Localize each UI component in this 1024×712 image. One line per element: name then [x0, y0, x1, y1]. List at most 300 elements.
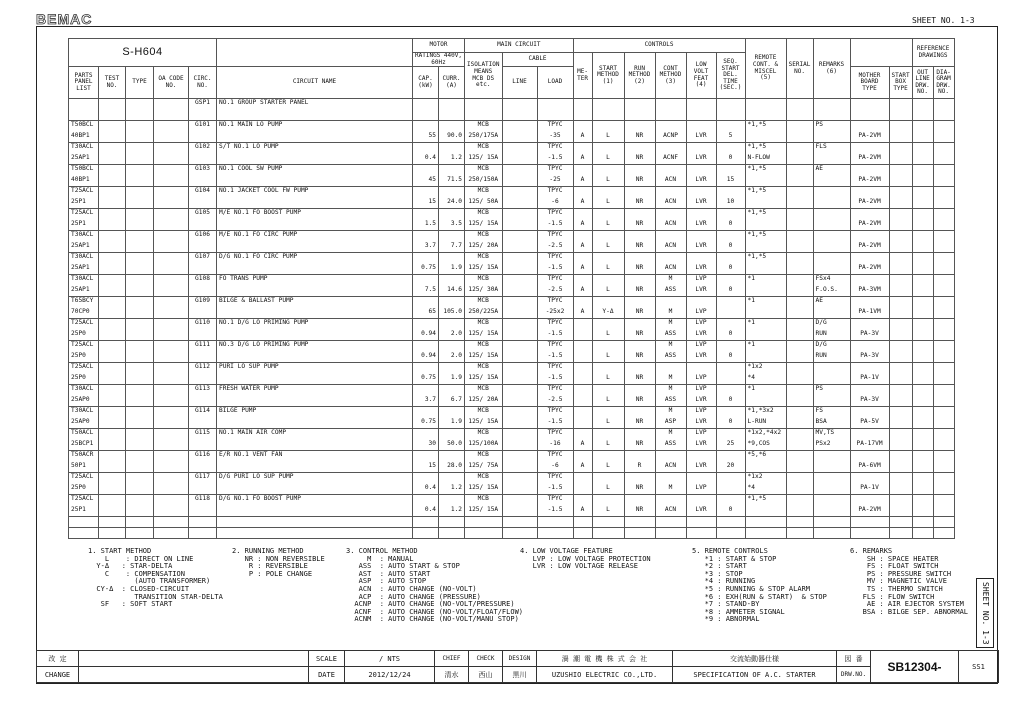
- type-cell: [126, 154, 154, 165]
- oa-code-cell: [154, 242, 189, 253]
- oa-code-cell: [154, 330, 189, 341]
- oa-code-cell: [154, 363, 189, 374]
- run-method-cell: NR: [624, 330, 655, 341]
- load-cell: -2.5: [537, 396, 573, 407]
- run-method-cell: NR: [624, 418, 655, 429]
- parts-panel-cell: T25ACL: [69, 341, 99, 352]
- meter-cell: [573, 396, 592, 407]
- outline-cell: [912, 176, 933, 187]
- remote-cell: *1,*5: [745, 231, 786, 242]
- mother-board-cell: PA-1VM: [850, 308, 889, 319]
- curr-cell: [439, 165, 465, 176]
- load-cell: TPYC: [537, 407, 573, 418]
- serial-cell: [786, 484, 813, 495]
- parts-panel-cell: 50P1: [69, 462, 99, 473]
- test-no-cell: [99, 462, 126, 473]
- diagram-cell: [933, 264, 954, 275]
- circuit-name-cell: [217, 440, 413, 451]
- line-cell: [502, 330, 537, 341]
- load-cell: TPYC: [537, 165, 573, 176]
- low-volt-header: LOW VOLT FEAT (4): [686, 53, 716, 99]
- remarks-cell: [813, 308, 850, 319]
- empty-cell: [154, 517, 189, 528]
- load-cell: TPYC: [537, 209, 573, 220]
- remarks-cell: [813, 110, 850, 121]
- parts-panel-cell: 40BP1: [69, 132, 99, 143]
- circ-no-cell: [189, 352, 217, 363]
- seq-start-cell: [716, 231, 745, 242]
- remote-cell: *1x2: [745, 363, 786, 374]
- cont-method-cell: [655, 110, 686, 121]
- cont-method-cell: ACN: [655, 198, 686, 209]
- meter-cell: A: [573, 506, 592, 517]
- test-no-cell: [99, 264, 126, 275]
- doc-title-en: SPECIFICATION OF A.C. STARTER: [673, 667, 837, 683]
- cont-method-cell: [655, 253, 686, 264]
- line-cell: [502, 209, 537, 220]
- empty-cell: [889, 528, 912, 539]
- table-row: [69, 187, 955, 198]
- empty-cell: [126, 517, 154, 528]
- circ-no-cell: [189, 220, 217, 231]
- serial-cell: [786, 308, 813, 319]
- meter-cell: [573, 407, 592, 418]
- start-method-cell: L: [592, 154, 624, 165]
- circ-no-cell: G115: [189, 429, 217, 440]
- outline-cell: [912, 121, 933, 132]
- seq-start-header: SEQ. START DEL. TIME (SEC.): [716, 53, 745, 99]
- load-cell: -1.5: [537, 330, 573, 341]
- serial-cell: [786, 176, 813, 187]
- outline-cell: [912, 275, 933, 286]
- seq-start-cell: [716, 297, 745, 308]
- circuit-name-cell: [217, 484, 413, 495]
- type-cell: [126, 275, 154, 286]
- run-method-cell: NR: [624, 440, 655, 451]
- parts-panel-cell: [69, 110, 99, 121]
- meter-cell: [573, 187, 592, 198]
- isolation-cell: 125/ 15A: [465, 506, 503, 517]
- low-volt-cell: LVR: [686, 242, 716, 253]
- start-method-cell: [592, 121, 624, 132]
- cable-header: CABLE: [502, 53, 573, 67]
- seq-start-cell: [716, 121, 745, 132]
- isolation-cell: 125/ 15A: [465, 418, 503, 429]
- curr-cell: 14.6: [439, 286, 465, 297]
- diagram-cell: [933, 418, 954, 429]
- test-no-cell: [99, 231, 126, 242]
- parts-panel-cell: 25AP1: [69, 242, 99, 253]
- remote-cell: L-RUN: [745, 418, 786, 429]
- low-volt-cell: LVR: [686, 396, 716, 407]
- remote-cell: *1,*5: [745, 121, 786, 132]
- run-method-cell: [624, 275, 655, 286]
- meter-cell: [573, 374, 592, 385]
- seq-start-cell: [716, 374, 745, 385]
- test-no-cell: [99, 165, 126, 176]
- diagram-cell: [933, 176, 954, 187]
- test-no-cell: [99, 176, 126, 187]
- mother-board-cell: [850, 99, 889, 110]
- meter-cell: [573, 297, 592, 308]
- seq-start-cell: [716, 110, 745, 121]
- low-volt-cell: [686, 99, 716, 110]
- outline-cell: [912, 462, 933, 473]
- seq-start-cell: [716, 187, 745, 198]
- isolation-cell: 250/150A: [465, 176, 503, 187]
- run-method-cell: NR: [624, 198, 655, 209]
- seq-start-cell: 0: [716, 396, 745, 407]
- circuit-rows: [69, 99, 955, 539]
- start-box-cell: [889, 418, 912, 429]
- load-cell: -6: [537, 462, 573, 473]
- run-method-cell: [624, 253, 655, 264]
- serial-cell: [786, 286, 813, 297]
- start-method-cell: [592, 209, 624, 220]
- remote-cell: [745, 462, 786, 473]
- cont-method-header: CONT METHOD (3): [655, 53, 686, 99]
- curr-cell: [439, 363, 465, 374]
- circ-no-cell: G101: [189, 121, 217, 132]
- main-circuit-header: MAIN CIRCUIT: [465, 39, 574, 53]
- start-box-cell: [889, 286, 912, 297]
- test-no-cell: [99, 418, 126, 429]
- remote-cell: [745, 132, 786, 143]
- seq-start-cell: 0: [716, 352, 745, 363]
- diagram-cell: [933, 220, 954, 231]
- type-cell: [126, 242, 154, 253]
- type-cell: [126, 495, 154, 506]
- mother-board-cell: PA-1V: [850, 484, 889, 495]
- empty-cell: [813, 528, 850, 539]
- start-method-cell: [592, 110, 624, 121]
- line-cell: [502, 506, 537, 517]
- meter-cell: A: [573, 220, 592, 231]
- cont-method-cell: M: [655, 407, 686, 418]
- line-cell: [502, 341, 537, 352]
- remarks-cell: [813, 253, 850, 264]
- serial-cell: [786, 121, 813, 132]
- type-cell: [126, 209, 154, 220]
- line-cell: [502, 121, 537, 132]
- outline-cell: [912, 407, 933, 418]
- start-box-cell: [889, 429, 912, 440]
- curr-cell: 28.0: [439, 462, 465, 473]
- circ-no-cell: [189, 506, 217, 517]
- low-volt-cell: LVR: [686, 264, 716, 275]
- empty-cell: [99, 528, 126, 539]
- curr-cell: [439, 143, 465, 154]
- low-volt-cell: [686, 187, 716, 198]
- outline-cell: [912, 506, 933, 517]
- isolation-cell: MCB: [465, 275, 503, 286]
- load-cell: -1.5: [537, 264, 573, 275]
- oa-code-cell: [154, 385, 189, 396]
- serial-cell: [786, 319, 813, 330]
- isolation-cell: MCB: [465, 297, 503, 308]
- starter-spec-table: [68, 38, 955, 539]
- change-label: CHANGE: [37, 667, 79, 683]
- serial-cell: [786, 440, 813, 451]
- run-method-cell: [624, 319, 655, 330]
- load-cell: TPYC: [537, 451, 573, 462]
- curr-cell: [439, 473, 465, 484]
- type-cell: [126, 143, 154, 154]
- test-no-cell: [99, 330, 126, 341]
- legend-start-method: 1. START METHOD L : DIRECT ON LINE Y-Δ : STAR-DELTA C : COMPENSATION (AUTO TRANSFORMER) CY-Δ : CLOSED-CIRCUIT TRANSITION STAR-DELTA SF : SOFT START: [88, 547, 223, 609]
- diagram-cell: [933, 374, 954, 385]
- outline-cell: [912, 385, 933, 396]
- type-cell: [126, 286, 154, 297]
- seq-start-cell: [716, 473, 745, 484]
- empty-cell: [573, 528, 592, 539]
- test-no-cell: [99, 198, 126, 209]
- start-box-cell: [889, 407, 912, 418]
- start-box-cell: [889, 462, 912, 473]
- empty-cell: [189, 528, 217, 539]
- table-row-cont: [69, 132, 955, 143]
- circ-no-cell: [189, 484, 217, 495]
- run-method-cell: NR: [624, 308, 655, 319]
- meter-cell: [573, 495, 592, 506]
- test-no-cell: [99, 429, 126, 440]
- circuit-name-cell: FRESH WATER PUMP: [217, 385, 413, 396]
- cont-method-cell: M: [655, 308, 686, 319]
- curr-cell: [439, 429, 465, 440]
- line-cell: [502, 418, 537, 429]
- diagram-cell: [933, 165, 954, 176]
- load-cell: TPYC: [537, 253, 573, 264]
- table-row-cont: [69, 308, 955, 319]
- mother-board-cell: PA-2VM: [850, 264, 889, 275]
- load-cell: -16: [537, 440, 573, 451]
- seq-start-cell: [716, 451, 745, 462]
- empty-cell: [502, 517, 537, 528]
- load-cell: [537, 110, 573, 121]
- serial-cell: [786, 418, 813, 429]
- curr-cell: [439, 451, 465, 462]
- type-cell: [126, 330, 154, 341]
- mother-board-cell: [850, 165, 889, 176]
- legend: [80, 548, 990, 638]
- seq-start-cell: [716, 484, 745, 495]
- parts-panel-cell: T25ACL: [69, 473, 99, 484]
- low-volt-cell: [686, 253, 716, 264]
- load-cell: -1.5: [537, 352, 573, 363]
- isolation-cell: 125/100A: [465, 440, 503, 451]
- circuit-name-cell: [217, 352, 413, 363]
- remote-header: REMOTE CONT. & MISCEL (5): [745, 39, 786, 99]
- serial-cell: [786, 462, 813, 473]
- diagram-cell: [933, 187, 954, 198]
- parts-panel-cell: 25AP1: [69, 286, 99, 297]
- isolation-cell: MCB: [465, 341, 503, 352]
- line-cell: [502, 473, 537, 484]
- test-no-cell: [99, 396, 126, 407]
- low-volt-cell: LVP: [686, 341, 716, 352]
- meter-cell: [573, 385, 592, 396]
- seq-start-cell: 5: [716, 132, 745, 143]
- isolation-cell: [465, 99, 503, 110]
- oa-code-cell: [154, 451, 189, 462]
- test-no-cell: [99, 308, 126, 319]
- remote-cell: *1: [745, 319, 786, 330]
- test-no-cell: [99, 319, 126, 330]
- table-row: [69, 495, 955, 506]
- start-box-cell: [889, 209, 912, 220]
- empty-cell: [217, 528, 413, 539]
- serial-cell: [786, 264, 813, 275]
- isolation-cell: 125/ 15A: [465, 330, 503, 341]
- start-box-cell: [889, 473, 912, 484]
- table-row-cont: [69, 242, 955, 253]
- table-row: [69, 407, 955, 418]
- cap-cell: 15: [413, 462, 439, 473]
- type-cell: [126, 187, 154, 198]
- table-row: [69, 341, 955, 352]
- isolation-cell: MCB: [465, 143, 503, 154]
- circuit-name-cell: NO.1 JACKET COOL FW PUMP: [217, 187, 413, 198]
- serial-cell: [786, 385, 813, 396]
- circuit-name-cell: M/E NO.1 FO CIRC PUMP: [217, 231, 413, 242]
- serial-cell: [786, 209, 813, 220]
- parts-panel-cell: 25AP0: [69, 418, 99, 429]
- outline-cell: [912, 143, 933, 154]
- remarks-cell: MV,TS: [813, 429, 850, 440]
- type-cell: [126, 506, 154, 517]
- cont-method-cell: ACN: [655, 220, 686, 231]
- remote-cell: [745, 242, 786, 253]
- empty-cell: [912, 517, 933, 528]
- low-volt-cell: [686, 451, 716, 462]
- run-method-cell: NR: [624, 352, 655, 363]
- load-cell: [537, 99, 573, 110]
- type-cell: [126, 385, 154, 396]
- run-method-cell: [624, 99, 655, 110]
- table-row: [69, 363, 955, 374]
- remarks-cell: [813, 154, 850, 165]
- remote-cell: *1,*5: [745, 187, 786, 198]
- cap-cell: [413, 209, 439, 220]
- remarks-cell: RUN: [813, 352, 850, 363]
- remarks-cell: AE: [813, 165, 850, 176]
- circ-no-cell: [189, 264, 217, 275]
- curr-cell: [439, 495, 465, 506]
- cont-method-cell: M: [655, 319, 686, 330]
- run-method-cell: [624, 429, 655, 440]
- mother-board-cell: PA-2VM: [850, 198, 889, 209]
- cont-method-cell: ACN: [655, 242, 686, 253]
- meter-cell: [573, 473, 592, 484]
- line-cell: [502, 484, 537, 495]
- type-cell: [126, 220, 154, 231]
- circuit-name-cell: [217, 154, 413, 165]
- type-cell: [126, 462, 154, 473]
- table-row: [69, 473, 955, 484]
- seq-start-cell: [716, 165, 745, 176]
- cont-method-cell: ASS: [655, 396, 686, 407]
- circ-no-cell: G111: [189, 341, 217, 352]
- curr-cell: 50.0: [439, 440, 465, 451]
- test-no-cell: [99, 297, 126, 308]
- oa-code-cell: [154, 396, 189, 407]
- mother-board-cell: [850, 451, 889, 462]
- type-cell: [126, 352, 154, 363]
- remarks-cell: [813, 495, 850, 506]
- test-no-cell: [99, 132, 126, 143]
- diagram-cell: [933, 308, 954, 319]
- curr-cell: 2.0: [439, 352, 465, 363]
- isolation-cell: MCB: [465, 231, 503, 242]
- test-no-cell: [99, 121, 126, 132]
- oa-code-cell: [154, 187, 189, 198]
- company-en: UZUSHIO ELECTRIC CO.,LTD.: [537, 667, 673, 683]
- empty-cell: [716, 517, 745, 528]
- circuit-name-cell: D/G NO.1 FO CIRC PUMP: [217, 253, 413, 264]
- run-method-cell: [624, 385, 655, 396]
- low-volt-cell: LVR: [686, 286, 716, 297]
- isolation-cell: 125/ 15A: [465, 484, 503, 495]
- legend-low-voltage: 4. LOW VOLTAGE FEATURE LVP : LOW VOLTAGE PROTECTION LVR : LOW VOLTAGE RELEASE: [520, 547, 651, 571]
- mother-board-cell: [850, 385, 889, 396]
- empty-cell: [912, 528, 933, 539]
- isolation-cell: MCB: [465, 451, 503, 462]
- line-cell: [502, 352, 537, 363]
- circ-no-cell: G102: [189, 143, 217, 154]
- low-volt-cell: LVP: [686, 407, 716, 418]
- parts-panel-cell: T25ACL: [69, 319, 99, 330]
- seq-start-cell: 15: [716, 176, 745, 187]
- cont-method-cell: ACN: [655, 506, 686, 517]
- oa-code-cell: [154, 473, 189, 484]
- serial-cell: [786, 341, 813, 352]
- parts-panel-cell: 25P1: [69, 506, 99, 517]
- empty-cell: [786, 528, 813, 539]
- seq-start-cell: [716, 275, 745, 286]
- cont-method-cell: [655, 187, 686, 198]
- seq-start-cell: [716, 385, 745, 396]
- test-no-cell: [99, 473, 126, 484]
- parts-panel-cell: T30ACL: [69, 385, 99, 396]
- line-cell: [502, 440, 537, 451]
- meter-cell: A: [573, 286, 592, 297]
- ratings-header: RATINGS 440V, 60Hz: [413, 53, 465, 67]
- remote-cell: [745, 286, 786, 297]
- oa-code-cell: [154, 275, 189, 286]
- empty-cell: [217, 517, 413, 528]
- seq-start-cell: 25: [716, 440, 745, 451]
- cap-cell: 0.75: [413, 374, 439, 385]
- line-cell: [502, 231, 537, 242]
- seq-start-cell: 10: [716, 198, 745, 209]
- start-box-cell: [889, 165, 912, 176]
- line-cell: [502, 451, 537, 462]
- seq-start-cell: [716, 341, 745, 352]
- start-method-cell: [592, 319, 624, 330]
- curr-cell: 1.2: [439, 506, 465, 517]
- load-cell: TPYC: [537, 429, 573, 440]
- table-row-cont: [69, 198, 955, 209]
- empty-cell: [502, 528, 537, 539]
- table-row: [69, 319, 955, 330]
- isolation-cell: 125/ 15A: [465, 220, 503, 231]
- outline-cell: [912, 231, 933, 242]
- load-cell: TPYC: [537, 473, 573, 484]
- start-box-cell: [889, 132, 912, 143]
- run-method-cell: NR: [624, 220, 655, 231]
- curr-cell: 2.0: [439, 330, 465, 341]
- circ-no-cell: G112: [189, 363, 217, 374]
